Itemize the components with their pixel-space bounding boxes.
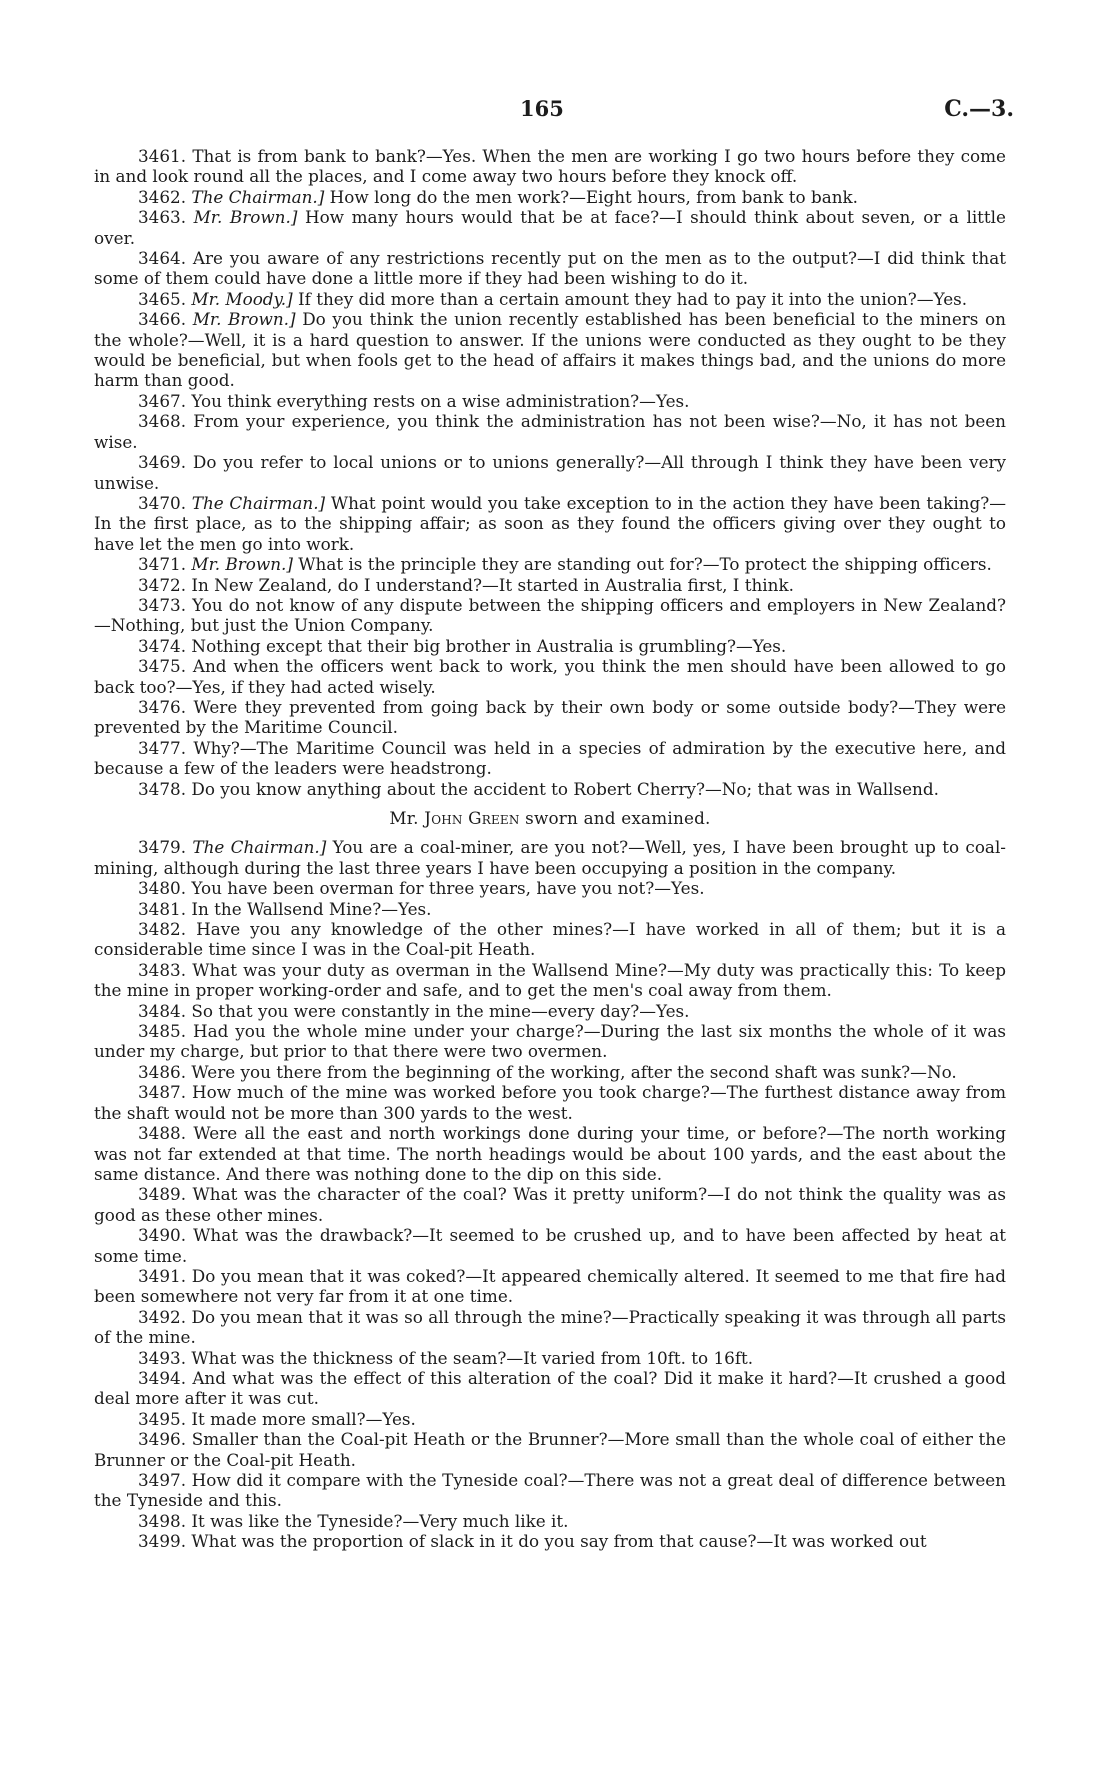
evidence-paragraph — [94, 575, 1006, 595]
question-number: 3480. — [138, 878, 187, 899]
question-answer-text: And what was the effect of this alteration of the coal? Did it make it hard?—It crushed a good deal more after it was cut. — [94, 1367, 1006, 1409]
question-number: 3472. — [138, 574, 187, 595]
question-number: 3478. — [138, 778, 187, 799]
question-answer-text: What was the character of the coal? Was it pretty uniform?—I do not think the quality was as good as these other mines. — [94, 1184, 1006, 1225]
evidence-section-before — [94, 146, 1006, 799]
question-number: 3495. — [138, 1408, 187, 1429]
evidence-paragraph — [94, 1307, 1006, 1348]
evidence-paragraph — [94, 595, 1006, 636]
evidence-paragraph — [94, 697, 1006, 738]
question-number: 3493. — [138, 1347, 187, 1368]
evidence-paragraph — [94, 1001, 1006, 1021]
question-answer-text: Do you think the union recently established has been beneficial to the miners on the whole?—Well, it is a hard question to answer. If the unions were conducted as they ought to be they would be beneficial, but when fools get to the head of affairs it makes things bad, and the unions do more harm than good. — [94, 309, 1006, 391]
question-number: 3497. — [138, 1470, 187, 1490]
evidence-paragraph — [94, 452, 1006, 493]
speaker-label: The Chairman.] — [191, 186, 325, 207]
question-number: 3486. — [138, 1061, 187, 1082]
evidence-paragraph — [94, 1266, 1006, 1307]
evidence-paragraph — [94, 411, 1006, 452]
question-answer-text: How long do the men work?—Eight hours, from bank to bank. — [329, 186, 859, 207]
question-answer-text: Do you refer to local unions or to unions generally?—All through I think they have been very unwise. — [94, 452, 1006, 493]
question-number: 3483. — [138, 959, 187, 980]
question-answer-text: What was the thickness of the seam?—It varied from 10ft. to 16ft. — [191, 1347, 754, 1368]
question-answer-text: Do you mean that it was so all through the mine?—Practically speaking it was through all parts of the mine. — [94, 1306, 1006, 1348]
question-answer-text: You have been overman for three years, have you not?—Yes. — [191, 878, 705, 899]
question-answer-text: And when the officers went back to work, you think the men should have been allowed to go back too?—Yes, if they had acted wisely. — [94, 656, 1006, 697]
question-number: 3468. — [138, 411, 187, 432]
question-answer-text: What was the proportion of slack in it do you say from that cause?—It was worked out — [191, 1531, 927, 1552]
evidence-paragraph — [94, 1511, 1006, 1531]
question-number: 3462. — [138, 186, 187, 207]
question-number: 3475. — [138, 656, 187, 677]
question-answer-text: Do you know anything about the accident to Robert Cherry?—No; that was in Wallsend. — [191, 778, 939, 799]
question-answer-text: How much of the mine was worked before you took charge?—The furthest distance away from the shaft would not be more than 300 yards to the west. — [94, 1082, 1006, 1123]
speaker-label: Mr. Brown.] — [192, 309, 296, 330]
evidence-paragraph — [94, 1409, 1006, 1429]
question-answer-text: It made more small?—Yes. — [191, 1408, 416, 1429]
question-number: 3470. — [138, 492, 187, 513]
question-number: 3466. — [138, 309, 187, 330]
evidence-paragraph — [94, 1368, 1006, 1409]
question-number: 3469. — [138, 452, 187, 473]
question-number: 3471. — [138, 554, 187, 575]
witness-name: John Green — [424, 808, 520, 828]
question-answer-text: Do you mean that it was coked?—It appeared chemically altered. It seemed to me that fire had been somewhere not very far from it at one time. — [94, 1265, 1006, 1307]
question-answer-text: Are you aware of any restrictions recently put on the men as to the output?—I did think that some of them could have done a little more if they had been wishing to do it. — [94, 248, 1006, 289]
question-answer-text: That is from bank to bank?—Yes. When the men are working I go two hours before they come in and look round all the places, and I come away two hours before they knock off. — [94, 146, 1006, 187]
question-answer-text: Nothing except that their big brother in Australia is grumbling?—Yes. — [191, 635, 787, 656]
question-number: 3492. — [138, 1306, 187, 1327]
question-answer-text: What point would you take exception to in the action they have been taking?—In the first place, as to the shipping affair; as soon as they found the officers giving over they ought to have let the men go into work. — [94, 492, 1007, 554]
question-number: 3485. — [138, 1021, 187, 1042]
evidence-paragraph — [94, 207, 1006, 248]
question-answer-text: If they did more than a certain amount they had to pay it into the union?—Yes. — [298, 288, 968, 309]
question-number: 3494. — [138, 1367, 187, 1388]
question-answer-text: What was your duty as overman in the Wallsend Mine?—My duty was practically this: To keep the mine in proper working-order and safe, and to get the men's coal away from them. — [94, 959, 1006, 1001]
question-number: 3498. — [138, 1510, 187, 1531]
question-answer-text: It was like the Tyneside?—Very much like it. — [191, 1510, 569, 1531]
evidence-paragraph — [94, 146, 1006, 187]
evidence-paragraph — [94, 391, 1006, 411]
evidence-paragraph — [94, 899, 1006, 919]
question-answer-text: What was the drawback?—It seemed to be crushed up, and to have been affected by heat at some time. — [94, 1225, 1006, 1266]
evidence-paragraph — [94, 779, 1006, 799]
evidence-paragraph — [94, 1123, 1006, 1184]
question-answer-text: Were they prevented from going back by their own body or some outside body?—They were prevented by the Maritime Council. — [94, 696, 1007, 738]
question-answer-text: You do not know of any dispute between the shipping officers and employers in New Zealand?—Nothing, but just the Union Company. — [94, 594, 1006, 636]
question-answer-text: How many hours would that be at face?—I should think about seven, or a little over. — [94, 207, 1006, 248]
question-number: 3479. — [138, 837, 187, 858]
evidence-paragraph — [94, 1429, 1006, 1470]
question-number: 3476. — [138, 696, 187, 717]
question-number: 3465. — [138, 288, 187, 309]
evidence-paragraph — [94, 1062, 1006, 1082]
question-answer-text: You think everything rests on a wise administration?—Yes. — [191, 390, 690, 411]
evidence-paragraph — [94, 656, 1006, 697]
question-number: 3491. — [138, 1265, 187, 1286]
question-answer-text: Were all the east and north workings done during your time, or before?—The north working was not far extended at that time. The north headings would be about 100 yards, and the east about the same distance. And there was nothing done to the dip on this side. — [94, 1123, 1006, 1184]
speaker-label: Mr. Moody.] — [191, 288, 293, 309]
speaker-label: The Chairman.] — [192, 837, 327, 858]
question-answer-text: You are a coal-miner, are you not?—Well, yes, I have been brought up to coal-mining, although during the last three years I have been occupying a position in the company. — [94, 837, 1006, 878]
witness-heading — [94, 808, 1006, 828]
question-answer-text: What is the principle they are standing out for?—To protect the shipping officers. — [298, 554, 992, 575]
question-number: 3463. — [138, 207, 187, 228]
question-number: 3473. — [138, 594, 187, 615]
speaker-label: Mr. Brown.] — [193, 207, 298, 228]
evidence-paragraph — [94, 309, 1006, 391]
question-answer-text: In New Zealand, do I understand?—It started in Australia first, I think. — [191, 574, 794, 595]
question-answer-text: Had you the whole mine under your charge?—During the last six months the whole of it was under my charge, but prior to that there were two overmen. — [94, 1021, 1006, 1062]
question-number: 3484. — [138, 1000, 187, 1021]
evidence-paragraph — [94, 1082, 1006, 1123]
question-answer-text: How did it compare with the Tyneside coal?—There was not a great deal of difference between the Tyneside and this. — [94, 1470, 1006, 1511]
evidence-paragraph — [94, 554, 1006, 574]
question-number: 3496. — [138, 1429, 187, 1450]
evidence-paragraph — [94, 738, 1006, 779]
question-number: 3481. — [138, 898, 187, 919]
question-answer-text: From your experience, you think the administration has not been wise?—No, it has not been wise. — [94, 411, 1006, 452]
question-number: 3474. — [138, 635, 187, 656]
evidence-paragraph — [94, 187, 1006, 207]
question-answer-text: So that you were constantly in the mine—every day?—Yes. — [191, 1000, 690, 1021]
evidence-paragraph — [94, 1470, 1006, 1511]
speaker-label: Mr. Brown.] — [191, 554, 293, 575]
question-number: 3461. — [138, 146, 187, 166]
question-answer-text: Have you any knowledge of the other mines?—I have worked in all of them; but it is a considerable time since I was in the Coal-pit Heath. — [94, 919, 1006, 960]
evidence-paragraph — [94, 248, 1006, 289]
question-number: 3487. — [138, 1082, 187, 1103]
question-number: 3467. — [138, 390, 187, 411]
question-number: 3499. — [138, 1531, 187, 1552]
evidence-paragraph — [94, 1348, 1006, 1368]
evidence-paragraph — [94, 636, 1006, 656]
evidence-section-after — [94, 837, 1006, 1551]
question-answer-text: In the Wallsend Mine?—Yes. — [191, 898, 432, 919]
question-number: 3477. — [138, 737, 187, 758]
question-number: 3482. — [138, 919, 187, 940]
question-number: 3489. — [138, 1184, 187, 1205]
question-answer-text: Were you there from the beginning of the working, after the second shaft was sunk?—No. — [191, 1061, 957, 1082]
evidence-paragraph — [94, 1531, 1006, 1551]
question-number: 3490. — [138, 1225, 187, 1246]
page-number: 165 — [520, 96, 564, 121]
evidence-paragraph — [94, 1225, 1006, 1266]
evidence-paragraph — [94, 837, 1006, 878]
speaker-label: The Chairman.] — [191, 492, 326, 513]
evidence-paragraph — [94, 878, 1006, 898]
question-number: 3464. — [138, 248, 187, 269]
evidence-paragraph — [94, 493, 1006, 554]
document-code: C.—3. — [944, 96, 1014, 122]
question-answer-text: Why?—The Maritime Council was held in a species of admiration by the executive here, and because a few of the leaders were headstrong. — [94, 737, 1006, 779]
question-answer-text: Smaller than the Coal-pit Heath or the Brunner?—More small than the whole coal of either the Brunner or the Coal-pit Heath. — [94, 1429, 1007, 1470]
question-number: 3488. — [138, 1123, 187, 1144]
evidence-paragraph — [94, 919, 1006, 960]
page-body — [94, 146, 1006, 1552]
evidence-paragraph — [94, 1184, 1006, 1225]
evidence-paragraph — [94, 960, 1006, 1001]
page-header — [0, 96, 1114, 126]
heading-suffix: sworn and examined. — [519, 808, 711, 828]
evidence-paragraph — [94, 1021, 1006, 1062]
evidence-paragraph — [94, 289, 1006, 309]
heading-prefix: Mr. — [389, 808, 425, 828]
